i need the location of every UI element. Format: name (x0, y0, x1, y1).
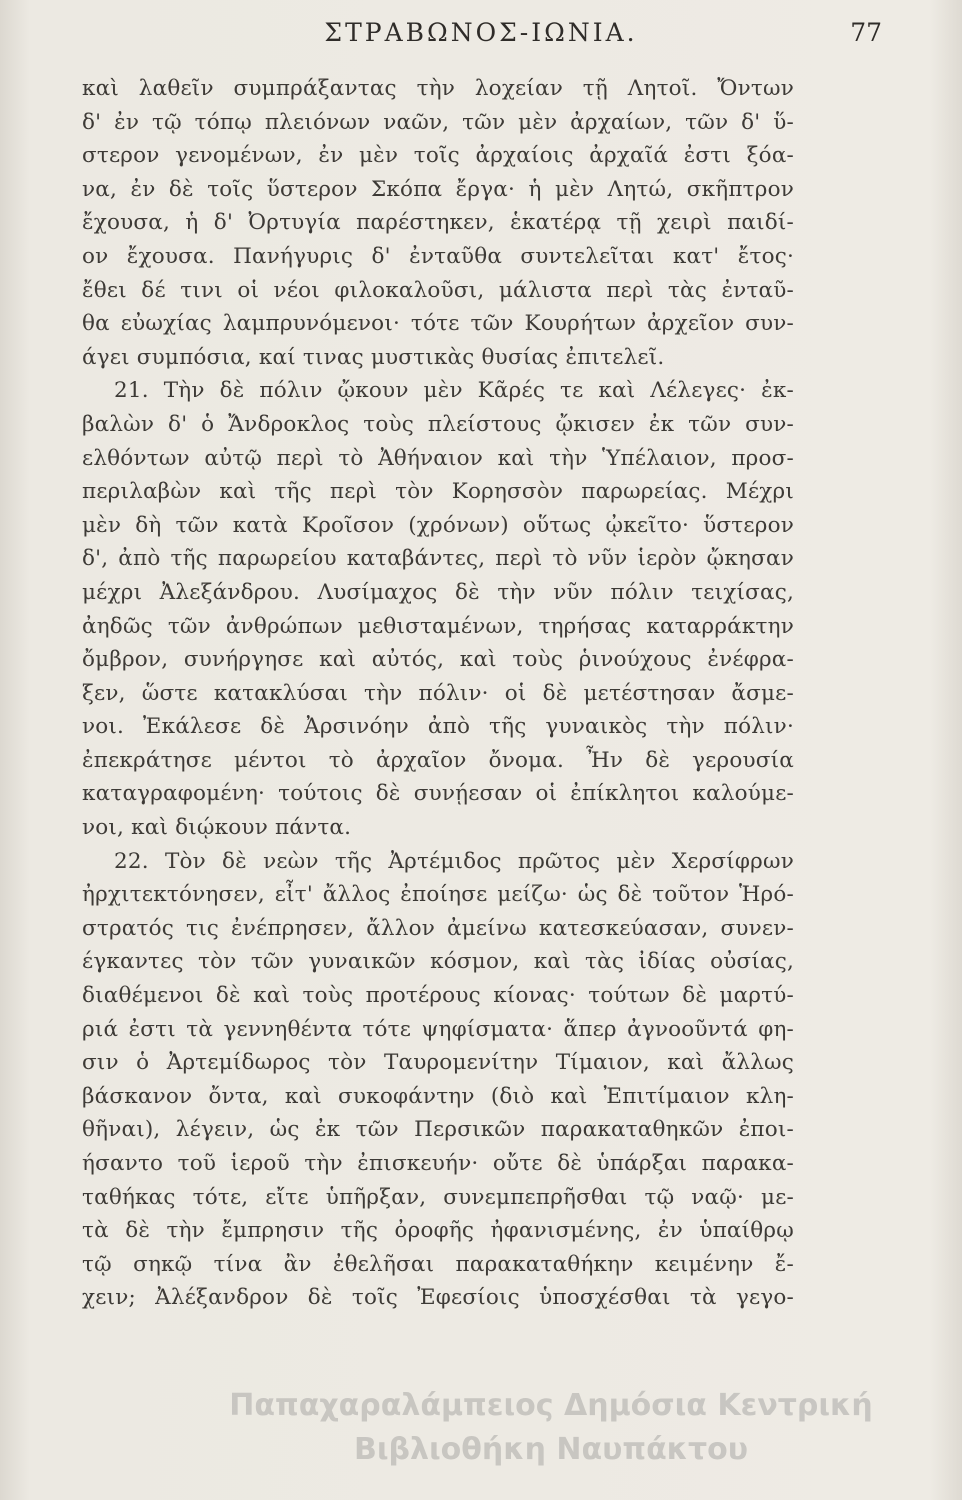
text-line: διαθέμενοι δὲ καὶ τοὺς προτέρους κίονας· τούτων δὲ μαρτύ- (82, 983, 794, 1009)
text-line: ταθήκας τότε, εἴτε ὑπῆρξαν, συνεμπεπρῆσθαι τῷ ναῷ· με- (82, 1184, 794, 1210)
running-title: ΣΤΡΑΒΩΝΟΣ-ΙΩΝΙΑ. (324, 18, 638, 47)
text-line: έγκαντες τὸν τῶν γυναικῶν κόσμον, καὶ τὰς ἰδίας οὐσίας, (82, 949, 794, 975)
text-line: τῷ σηκῷ τίνα ἂν ἐθελῆσαι παρακαταθήκην κειμένην ἔ- (82, 1251, 794, 1277)
text-line: ἔθει δέ τινι οἱ νέοι φιλοκαλοῦσι, μάλιστα περὶ τὰς ἐνταῦ- (82, 277, 794, 303)
text-line: βαλὼν δ' ὁ Ἄνδροκλος τοὺς πλείστους ᾤκισεν ἐκ τῶν συν- (82, 411, 794, 437)
text-line: θα εὐωχίας λαμπρυνόμενοι· τότε τῶν Κουρήτων ἀρχεῖον συν- (82, 311, 794, 337)
text-line: νοι. Ἐκάλεσε δὲ Ἀρσινόην ἀπὸ τῆς γυναικὸς τὴν πόλιν· (82, 714, 794, 740)
text-line: ἀηδῶς τῶν ἀνθρώπων μεθισταμένων, τηρήσας καταρράκτην (82, 613, 794, 639)
text-line: στερον γενομένων, ἐν μὲν τοῖς ἀρχαίοις ἀρχαῖά ἐστι ξόα- (82, 143, 794, 169)
text-line: μὲν δὴ τῶν κατὰ Κροῖσον (χρόνων) οὕτως ᾠκεῖτο· ὕστερον (82, 512, 794, 538)
text-line: θῆναι), λέγειν, ὡς ἐκ τῶν Περσικῶν παρακαταθηκῶν ἐποι- (82, 1117, 794, 1143)
text-line: 22. Τὸν δὲ νεὼν τῆς Ἀρτέμιδος πρῶτος μὲν Χερσίφρων (114, 848, 794, 874)
text-line: δ' ἐν τῷ τόπῳ πλειόνων ναῶν, τῶν μὲν ἀρχαίων, τῶν δ' ὕ- (82, 109, 794, 135)
library-watermark-line1: Παπαχαραλάμπειος Δημόσια Κεντρική (229, 1388, 873, 1423)
text-line: σιν ὁ Ἀρτεμίδωρος τὸν Ταυρομενίτην Τίμαιον, καὶ ἄλλως (82, 1050, 794, 1076)
text-line: στρατός τις ἐνέπρησεν, ἄλλον ἀμείνω κατεσκεύασαν, συνεν- (82, 915, 794, 941)
text-line: ἐπεκράτησε μέντοι τὸ ἀρχαῖον ὄνομα. Ἦν δὲ γερουσία (82, 747, 794, 773)
body-text (82, 72, 794, 1315)
text-line: τὰ δὲ τὴν ἔμπρησιν τῆς ὀροφῆς ἠφανισμένης, ἐν ὑπαίθρῳ (82, 1218, 794, 1244)
text-line: ήσαντο τοῦ ἱεροῦ τὴν ἐπισκευήν· οὔτε δὲ ὑπάρξαι παρακα- (82, 1151, 794, 1176)
text-line: περιλαβὼν καὶ τῆς περὶ τὸν Κορησσὸν παρωρείας. Μέχρι (82, 479, 794, 505)
text-line: ον ἔχουσα. Πανήγυρις δ' ἐνταῦθα συντελεῖται κατ' ἔτος· (82, 243, 794, 269)
text-line: μέχρι Ἀλεξάνδρου. Λυσίμαχος δὲ τὴν νῦν πόλιν τειχίσας, (82, 579, 794, 605)
text-line: 21. Τὴν δὲ πόλιν ᾤκουν μὲν Κᾶρές τε καὶ Λέλεγες· ἐκ- (114, 378, 794, 404)
text-line: άγει συμπόσια, καί τινας μυστικὰς θυσίας ἐπιτελεῖ. (82, 344, 665, 370)
text-line: ριά ἐστι τὰ γεννηθέντα τότε ψηφίσματα· ἅπερ ἀγνοοῦντά φη- (82, 1016, 794, 1042)
text-line: δ', ἀπὸ τῆς παρωρείου καταβάντες, περὶ τὸ νῦν ἱερὸν ᾤκησαν (82, 546, 794, 572)
text-line: νοι, καὶ διῴκουν πάντα. (82, 815, 352, 841)
text-line: βάσκανον ὄντα, καὶ συκοφάντην (διὸ καὶ Ἐπιτίμαιον κλη- (82, 1083, 794, 1109)
page-header (80, 18, 882, 58)
text-line: καὶ λαθεῖν συμπράξαντας τὴν λοχείαν τῇ Λητοῖ. Ὄντων (82, 76, 794, 101)
library-watermark-line2: Βιβλιοθήκη Ναυπάκτου (353, 1432, 749, 1467)
text-line: καταγραφομένη· τούτοις δὲ συνῄεσαν οἱ ἐπίκλητοι καλούμε- (82, 781, 794, 807)
text-line: ἠρχιτεκτόνησεν, εἶτ' ἄλλος ἐποίησε μείζω· ὡς δὲ τοῦτον Ἡρό- (82, 882, 794, 908)
page-number: 77 (850, 18, 882, 47)
text-line: ξεν, ὥστε κατακλύσαι τὴν πόλιν· οἱ δὲ μετέστησαν ἄσμε- (82, 680, 794, 706)
text-line: ελθόντων αὐτῷ περὶ τὸ Ἀθήναιον καὶ τὴν Ὑπέλαιον, προσ- (82, 445, 794, 471)
text-line: να, ἐν δὲ τοῖς ὕστερον Σκόπα ἔργα· ἡ μὲν Λητώ, σκῆπτρον (82, 176, 794, 202)
text-line: χειν; Ἀλέξανδρον δὲ τοῖς Ἐφεσίοις ὑποσχέσθαι τὰ γεγο- (82, 1285, 794, 1311)
text-line: ὄμβρον, συνήργησε καὶ αὐτός, καὶ τοὺς ῥινούχους ἐνέφρα- (82, 647, 794, 673)
text-line: ἔχουσα, ἡ δ' Ὀρτυγία παρέστηκεν, ἑκατέρᾳ τῇ χειρὶ παιδί- (82, 210, 794, 236)
